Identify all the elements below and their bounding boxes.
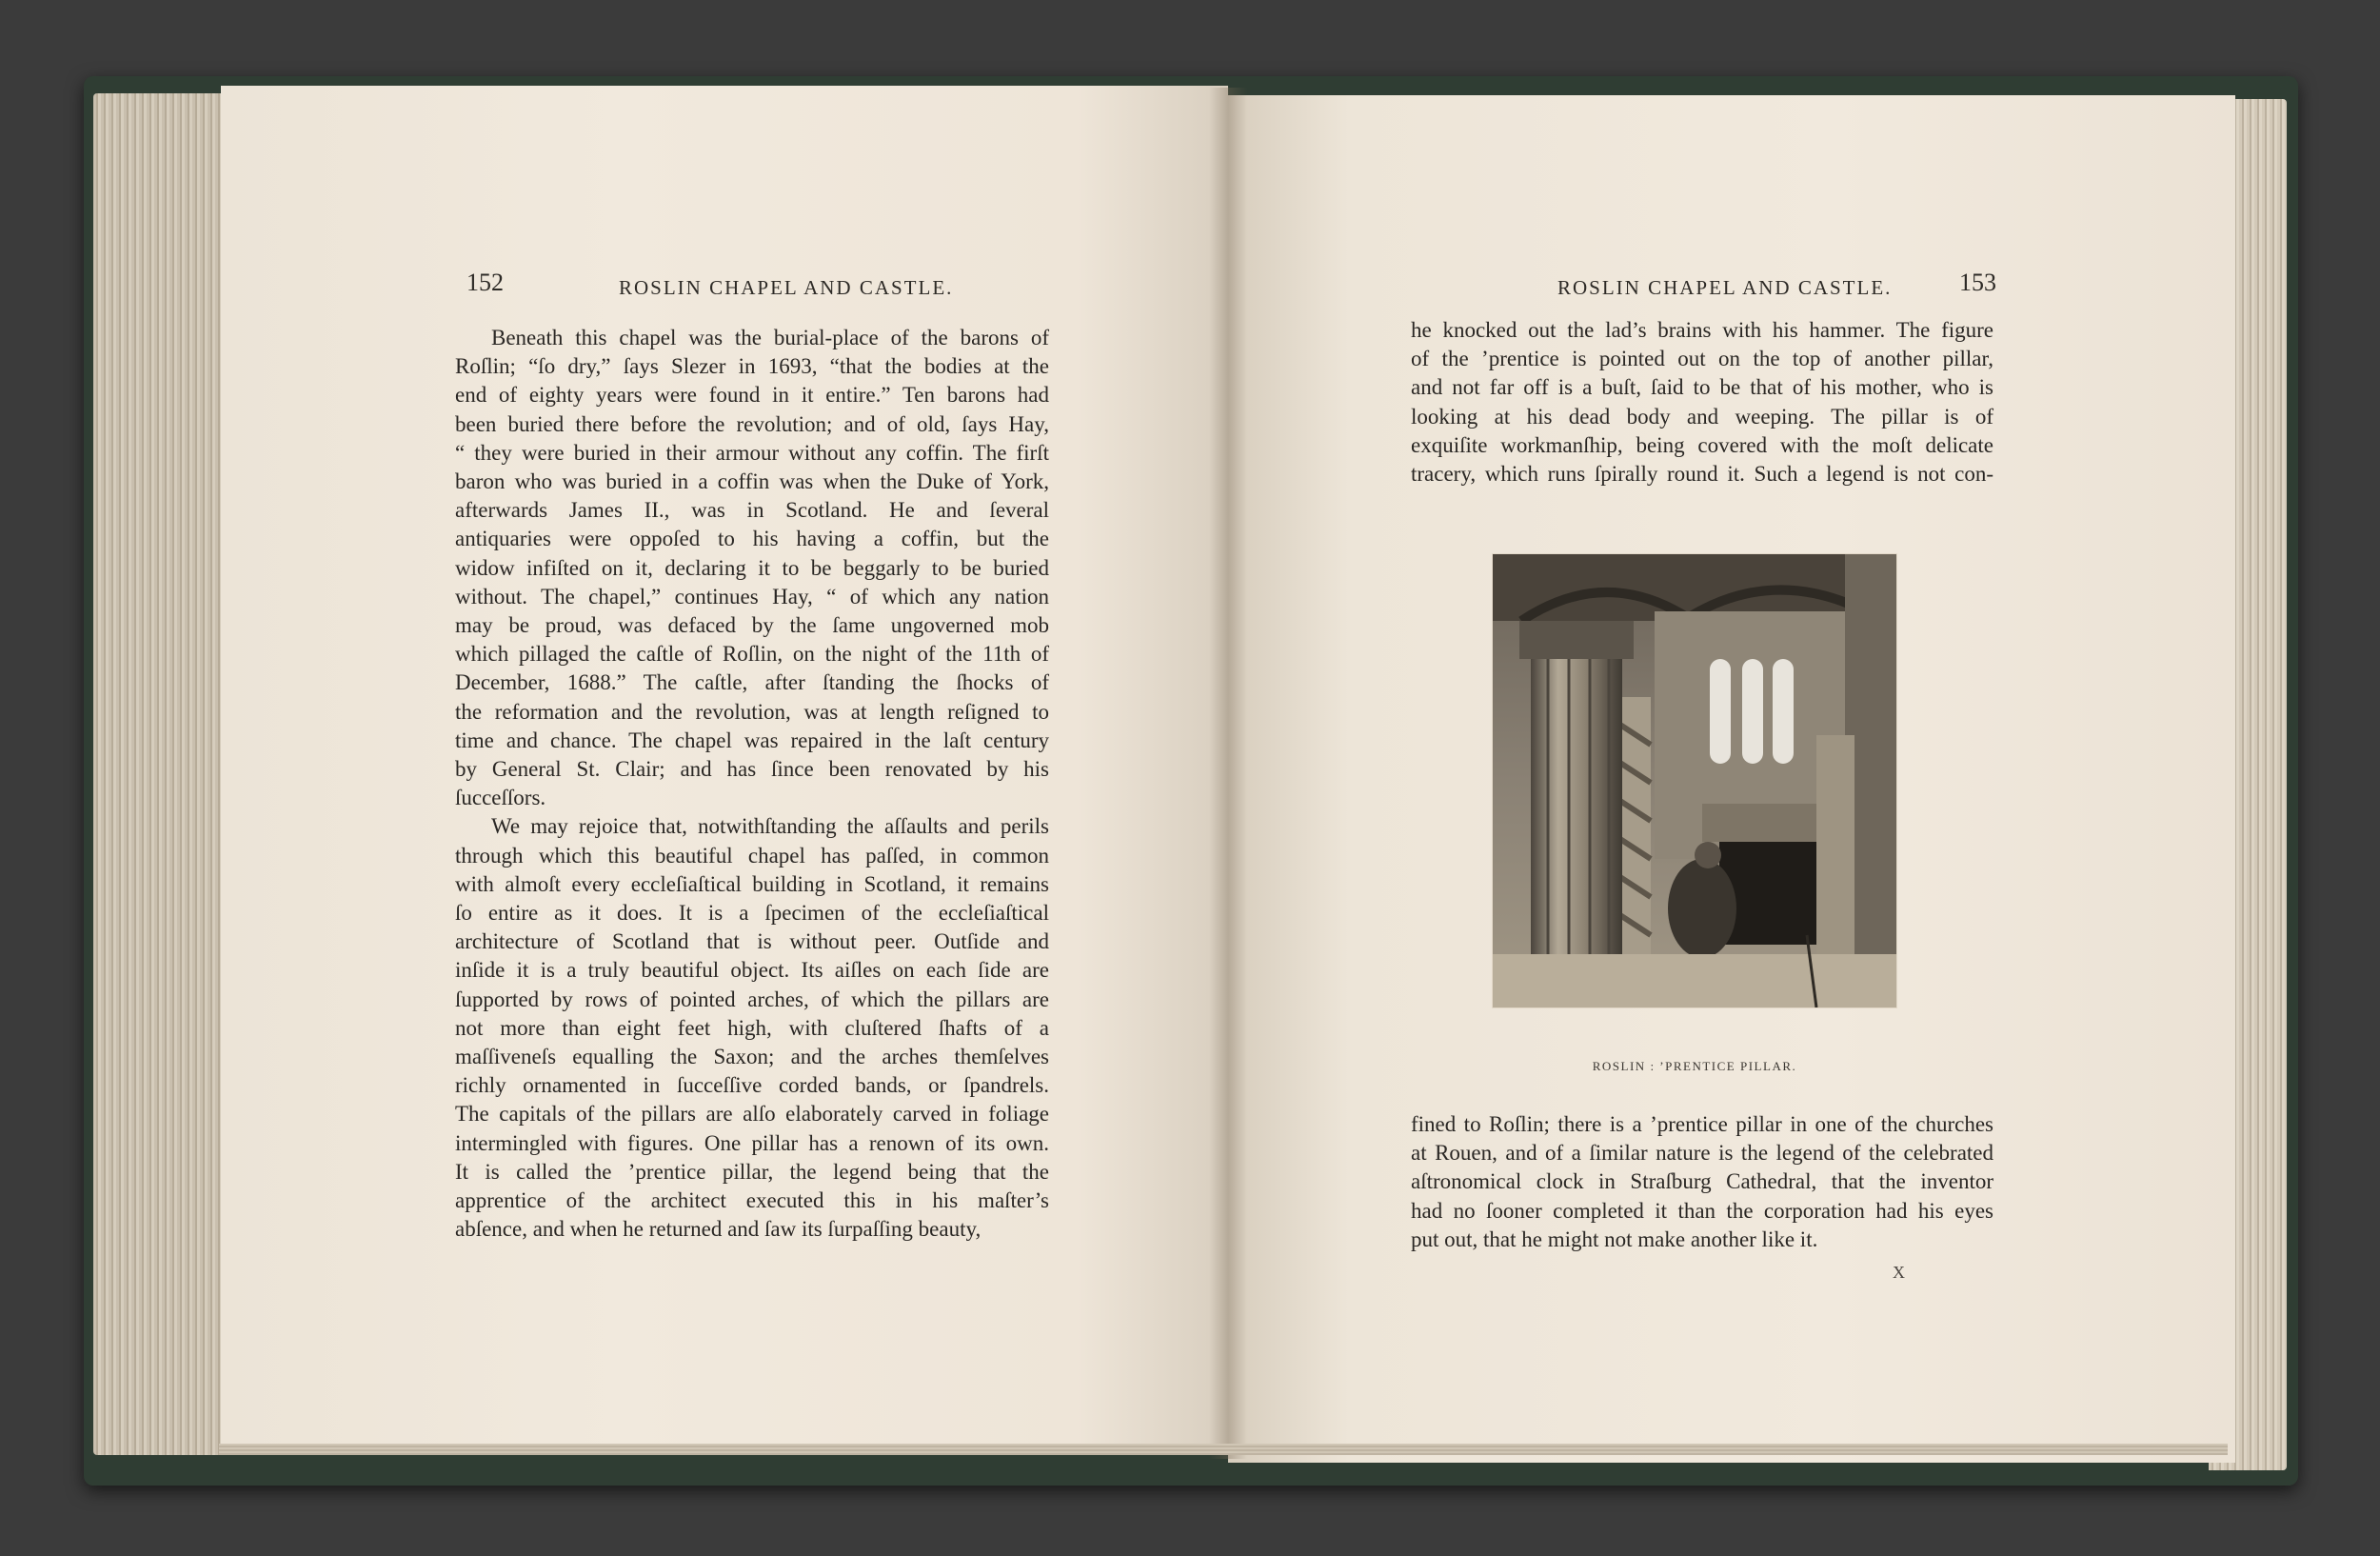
text-line: at Rouen, and of a ſimilar nature is the legend of the celebrated: [1411, 1141, 1993, 1166]
text-line: may be proud, was defaced by the ſame ungoverned mob: [455, 613, 1049, 638]
text-line: It is called the ’prentice pillar, the legend being that the: [455, 1159, 1049, 1184]
text-line: aſtronomical clock in Straſburg Cathedral, that the inventor: [1411, 1169, 1993, 1194]
text-line: “ they were buried in their armour without any coffin. The firſt: [455, 440, 1049, 465]
text-line: by General St. Clair; and has ſince been renovated by his: [455, 757, 1049, 782]
prentice-pillar-photo: [1493, 554, 1896, 1007]
text-line: maſſiveneſs equalling the Saxon; and the arches themſelves: [455, 1045, 1049, 1069]
plate-caption: ROSLIN : ’PRENTICE PILLAR.: [1592, 1059, 1797, 1073]
text-line: end of eighty years were found in it entire.” Ten barons had: [455, 383, 1049, 408]
text-line: abſence, and when he returned and ſaw its ſurpaſſing beauty,: [455, 1217, 982, 1242]
text-line: richly ornamented in ſucceſſive corded bands, or ſpandrels.: [455, 1073, 1049, 1098]
text-line: antiquaries were oppoſed to his having a coffin, but the: [455, 527, 1049, 551]
text-line: and not far off is a buſt, ſaid to be that of his mother, who is: [1411, 375, 1993, 400]
signature-mark: X: [1893, 1263, 1905, 1282]
text-line: widow infiſted on it, declaring it to be beggarly to be buried: [455, 555, 1049, 580]
text-line: baron who was buried in a coffin was when the Duke of York,: [455, 469, 1049, 494]
text-line: through which this beautiful chapel has paſſed, in common: [455, 843, 1049, 868]
text-line: apprentice of the architect executed this in his maſter’s: [455, 1188, 1049, 1213]
text-line: been buried there before the revolution; and of old, ſays Hay,: [455, 411, 1049, 436]
plate-photograph: [1493, 554, 1896, 1007]
text-line: inſide it is a truly beautiful object. Its aiſles on each ſide are: [455, 958, 1049, 983]
left-page-number: 152: [466, 269, 504, 296]
book-gutter: [1209, 88, 1247, 1459]
text-line: ſupported by rows of pointed arches, of which the pillars are: [455, 987, 1049, 1011]
text-line: intermingled with figures. One pillar has a renown of its own.: [455, 1130, 1049, 1155]
right-running-head: ROSLIN CHAPEL AND CASTLE.: [1557, 276, 1893, 299]
text-line: ſucceſſors.: [455, 786, 546, 810]
page-edges-bottom: [219, 1444, 2228, 1455]
left-running-head: ROSLIN CHAPEL AND CASTLE.: [619, 276, 954, 299]
text-line: the reformation and the revolution, was at length reſigned to: [455, 699, 1049, 724]
text-line: December, 1688.” The caſtle, after ſtanding the ſhocks of: [455, 670, 1049, 695]
text-line: Beneath this chapel was the burial-place of the barons of: [491, 326, 1049, 349]
text-line: not more than eight feet high, with cluſtered ſhafts of a: [455, 1015, 1049, 1040]
text-line: time and chance. The chapel was repaired in the laſt century: [455, 728, 1049, 752]
right-page-text-bottom: [1411, 1110, 1993, 1254]
text-line: he knocked out the lad’s brains with his hammer. The figure: [1411, 318, 1993, 342]
text-line: put out, that he might not make another like it.: [1411, 1227, 1818, 1251]
right-page-text-top: [1411, 316, 1993, 489]
text-line: fined to Roſlin; there is a ’prentice pillar in one of the churches: [1411, 1112, 1993, 1136]
text-line: looking at his dead body and weeping. The pillar is of: [1411, 404, 1993, 429]
text-line: with almoſt every eccleſiaſtical building in Scotland, it remains: [455, 871, 1049, 896]
text-line: had no ſooner completed it than the corporation had his eyes: [1411, 1198, 1993, 1223]
text-line: The capitals of the pillars are alſo elaborately carved in foliage: [455, 1102, 1049, 1127]
text-line: Roſlin; “ſo dry,” ſays Slezer in 1693, “that the bodies at the: [455, 354, 1049, 379]
text-line: which pillaged the caſtle of Roſlin, on the night of the 11th of: [455, 642, 1049, 667]
text-line: afterwards James II., was in Scotland. He and ſeveral: [455, 498, 1049, 523]
text-line: architecture of Scotland that is without peer. Outſide and: [455, 929, 1049, 954]
right-page-number: 153: [1959, 269, 1996, 296]
text-line: without. The chapel,” continues Hay, “ of which any nation: [455, 584, 1049, 608]
text-line: exquiſite workmanſhip, being covered with the moſt delicate: [1411, 432, 1993, 457]
text-line: ſo entire as it does. It is a ſpecimen of the eccleſiaſtical: [455, 901, 1049, 926]
text-line: of the ’prentice is pointed out on the top of another pillar,: [1411, 347, 1993, 371]
text-line: tracery, which runs ſpirally round it. Such a legend is not con-: [1411, 462, 1993, 487]
text-line: We may rejoice that, notwithſtanding the aſſaults and perils: [491, 814, 1049, 839]
left-page-text: [455, 324, 1049, 1245]
page-edges-left: [93, 93, 236, 1455]
